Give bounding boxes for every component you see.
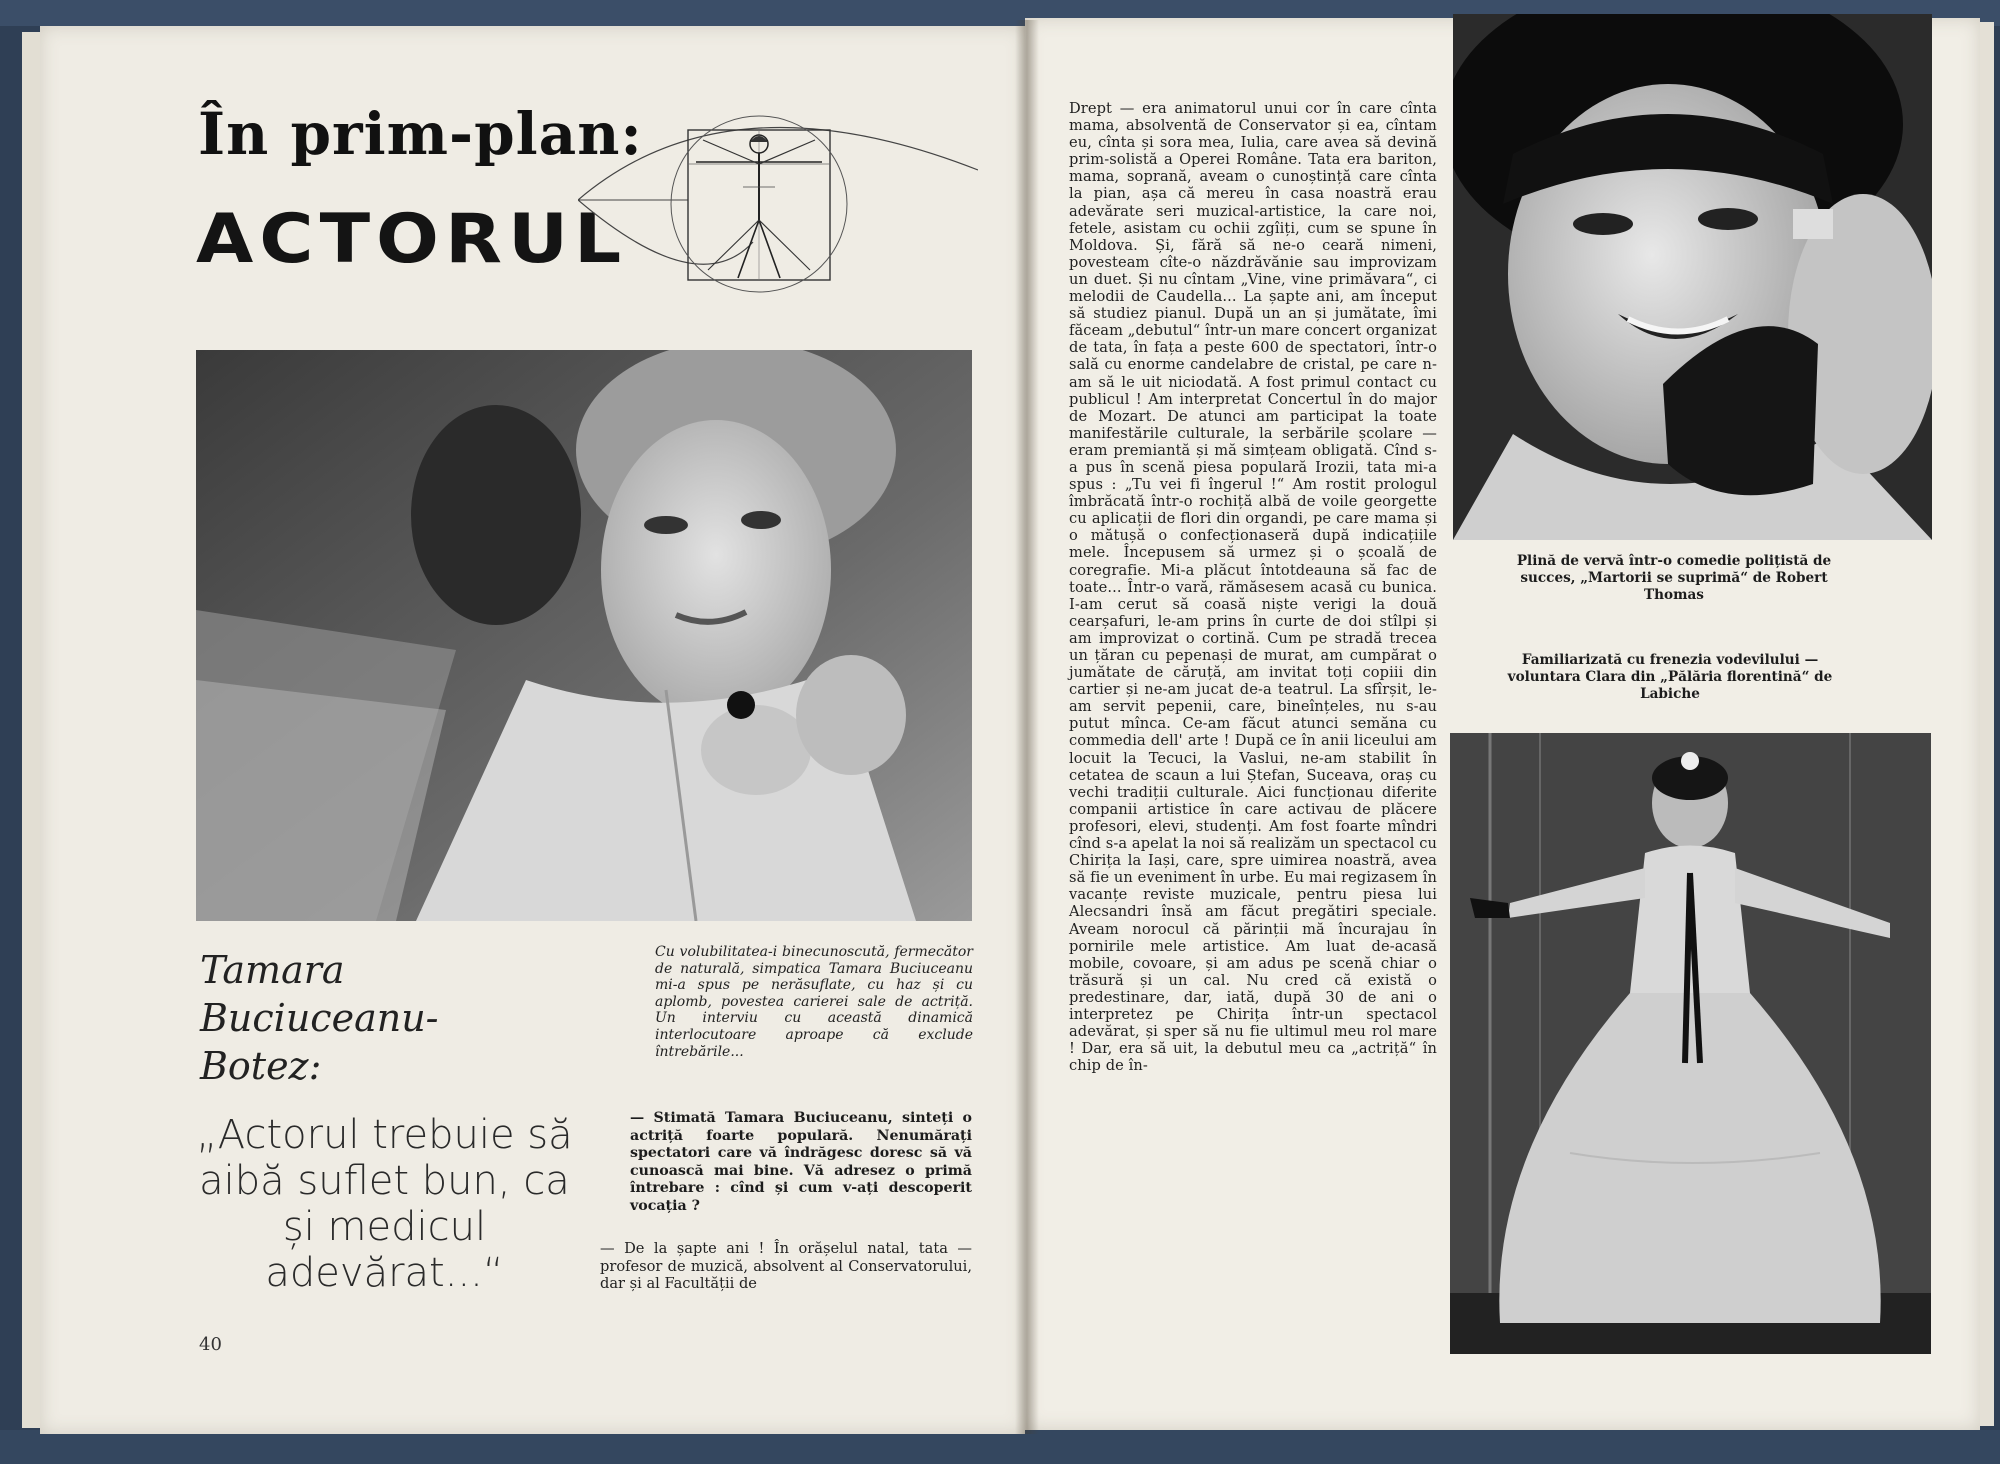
pull-quote: „Actorul trebuie să aibă suflet bun, ca și medicul adevărat...“	[196, 1112, 573, 1296]
name-line-3: Botez:	[200, 1044, 322, 1088]
photo-caption-1: Plină de vervă într-o comedie polițistă de succes, „Martorii se suprimă“ de Robert Thomas	[1516, 553, 1832, 603]
page-number: 40	[199, 1334, 222, 1355]
section-kicker: În prim-plan:	[198, 100, 643, 168]
interview-answer-start: — De la șapte ani ! În orășelul natal, tata — profesor de muzică, absolvent al Conservatorului, dar și al Facultății de	[600, 1240, 972, 1293]
photo-caption-2: Familiarizată cu frenezia vodevilului — voluntara Clara din „Pălăria florentină“ de Labiche	[1507, 652, 1833, 702]
book-cover-bottom-edge	[0, 1430, 2000, 1464]
interview-question: — Stimată Tamara Buciuceanu, sinteți o actriță foarte populară. Nenumărați spectatori care vă îndrăgesc doresc să vă cunoască mai bine. Vă adresez o primă întrebare : cînd și cum v-ați descoperit vocația ?	[630, 1110, 972, 1214]
vitruvian-man-illustration	[578, 92, 978, 300]
interview-answer-continued: Drept — era animatorul unui cor în care cînta mama, absolventă de Conservator și ea, cîntam eu, cînta și sora mea, Iulia, care avea să devină prim-solistă a Operei Române. Tata era bariton, mama, soprană, aveam o cunoștință care cînta la pian, așa că mereu în casa noastră erau adevărate seri muzical-artistice, la care noi, fetele, asistam cu ochii zgîiți, cum se spune în Moldova. Și, fără să ne-o ceară nimeni, povesteam cîte-o năzdrăvănie sau improvizam un duet. Și nu cîntam „Vine, vine primăvara“, ci melodii de Caudella... La șapte ani, am început să studiez pianul. După un an și jumătate, îmi făceam „debutul“ într-un mare concert organizat de tata, în fața a peste 600 de spectatori, într-o sală cu enorme candelabre de cristal, pe care n-am să le uit niciodată. A fost primul contact cu publicul ! Am interpretat Concertul în do major de Mozart. De atunci am participat la toate manifestările culturale, la serbările școlare — eram premiantă și mă simțeam obligată. Cînd s-a pus în scenă piesa populară Irozii, tata mi-a spus : „Tu vei fi îngerul !“ Am rostit prologul îmbrăcată într-o rochiță albă de voile georgette cu aplicații de flori din organdi, pe care mama și o mătușă o confecționaseră după indicațiile mele. Începusem să urmez și o școală de coregrafie. Mi-a plăcut întotdeauna să fac de toate... Într-o vară, rămăsesem acasă cu bunica. I-am cerut să coasă niște verigi la două cearșafuri, le-am prins în curte de doi stîlpi și am improvizat o cortină. Cum pe stradă trecea un țăran cu pepenași de murat, am cumpărat o jumătate de căruță, am invitat toți copiii din cartier și ne-am jucat de-a teatrul. La sfîrșit, le-am servit pepenii, care, bineînțeles, nu s-au putut mînca. Ce-am făcut atunci semăna cu commedia dell' arte ! După ce în anii liceului am locuit la Tecuci, la Vaslui, ne-am stabilit în cetatea de scaun a lui Ștefan, Suceava, oraș cu vechi tradiții culturale. Aici funcționau diferite companii artistice în care activau de plăcere profesori, elevi, studenți. Am fost foarte mîndri cînd s-a apelat la noi să realizăm un spectacol cu Chirița la Iași, care, spre uimirea noastră, avea să fie un eveniment în urbe. Eu mai regizasem în vacanțe reviste muzicale, pentru piesa lui Alecsandri însă am făcut pregătiri speciale. Aveam norocul că părinții mă încurajau în pornirile mele artistice. Am luat de-acasă mobile, covoare, și am adus pe scenă chiar o trăsură și un cal. Nu cred că există o predestinare, dar, iată, după 30 de ani o interpretez pe Chirița într-un spectacol adevărat, și sper să nu fie ultimul meu rol mare ! Dar, era să uit, la debutul meu ca „actriță“ în chip de în-	[1069, 100, 1437, 1075]
name-line-2: Buciuceanu-	[200, 996, 439, 1040]
interviewee-name	[200, 946, 439, 1090]
book-gutter	[1015, 20, 1039, 1434]
photo-actress-on-telephone	[1453, 14, 1932, 540]
photo-actress-on-stage	[1450, 733, 1931, 1354]
name-line-1: Tamara	[200, 948, 345, 992]
section-headline: ACTORUL	[196, 199, 628, 279]
interview-intro: Cu volubilitatea-i binecunoscută, fermecător de naturală, simpatica Tamara Buciuceanu mi-a spus pe nerăsuflate, cu haz și cu aplomb, povestea carierei sale de actriță. Un interviu cu această dinamică interlocutoare aproape că exclude întrebările...	[655, 944, 973, 1060]
portrait-photo-tamara-buciuceanu	[196, 350, 972, 921]
